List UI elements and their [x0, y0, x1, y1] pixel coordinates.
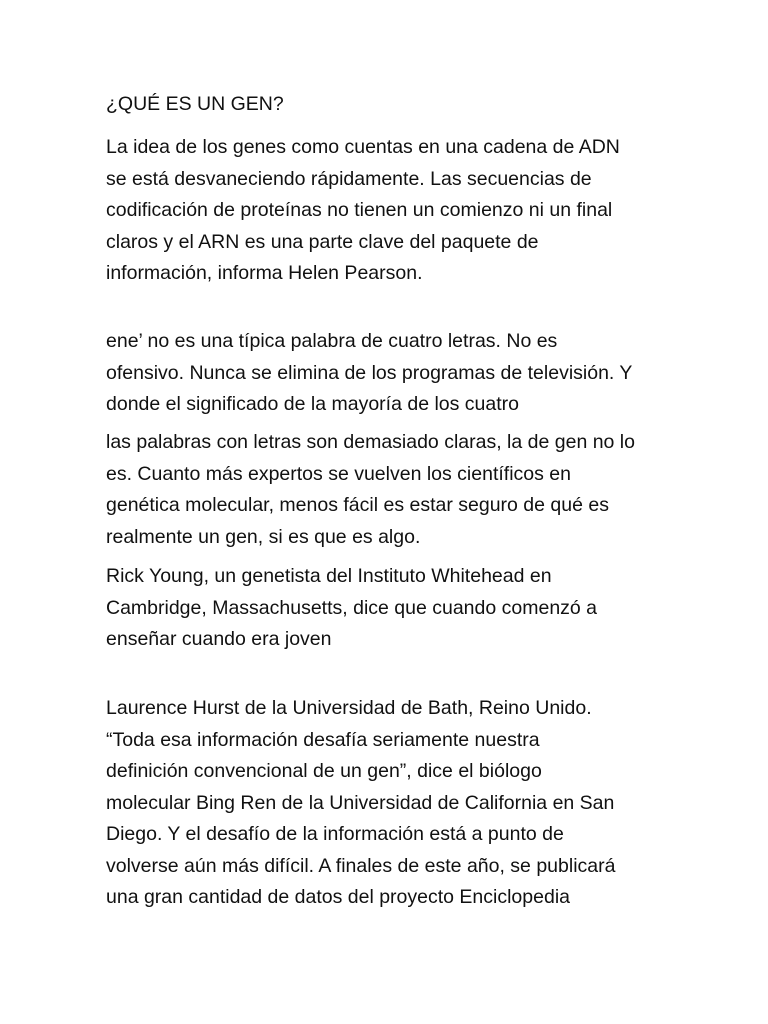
text-line: “Toda esa información desafía seriamente nuestra — [106, 728, 540, 751]
text-line: información, informa Helen Pearson. — [106, 262, 423, 284]
text-line: una gran cantidad de datos del proyecto Enciclopedia — [106, 886, 570, 908]
text-line: donde el significado de la mayoría de los cuatro — [106, 393, 520, 415]
text-line: volverse aún más difícil. A finales de este año, se publicará — [106, 854, 616, 877]
document-title — [106, 89, 706, 121]
text-line: La idea de los genes como cuentas en una cadena de ADN — [106, 136, 620, 158]
text-line: las palabras con letras son demasiado claras, la de gen no lo — [106, 431, 635, 453]
text-line: realmente un gen, si es que es algo. — [106, 525, 421, 548]
paragraph-3 — [106, 427, 706, 553]
text-line: genética molecular, menos fácil es estar seguro de qué es — [106, 494, 609, 516]
text-line: se está desvaneciendo rápidamente. Las secuencias de — [106, 167, 592, 190]
text-line: definición convencional de un gen”, dice el biólogo — [106, 760, 542, 782]
text-line: codificación de proteínas no tienen un comienzo ni un final — [106, 199, 613, 221]
text-line: ofensivo. Nunca se elimina de los programas de televisión. Y — [106, 361, 633, 384]
text-line: ene’ no es una típica palabra de cuatro letras. No es — [106, 330, 558, 352]
paragraph-4 — [106, 561, 706, 656]
text-line: Laurence Hurst de la Universidad de Bath, Reino Unido. — [106, 697, 592, 719]
text-line: Cambridge, Massachusetts, dice que cuando comenzó a — [106, 596, 598, 619]
text-line: es. Cuanto más expertos se vuelven los científicos en — [106, 462, 571, 485]
title-text: ¿QUÉ ES UN GEN? — [106, 93, 284, 115]
text-line: claros y el ARN es una parte clave del paquete de — [106, 230, 539, 253]
paragraph-1 — [106, 132, 706, 290]
text-line: Rick Young, un genetista del Instituto Whitehead en — [106, 565, 552, 587]
text-line: molecular Bing Ren de la Universidad de California en San — [106, 791, 615, 814]
paragraph-5 — [106, 693, 706, 914]
text-line: enseñar cuando era joven — [106, 628, 332, 650]
text-line: Diego. Y el desafío de la información está a punto de — [106, 823, 564, 845]
paragraph-2 — [106, 326, 706, 421]
